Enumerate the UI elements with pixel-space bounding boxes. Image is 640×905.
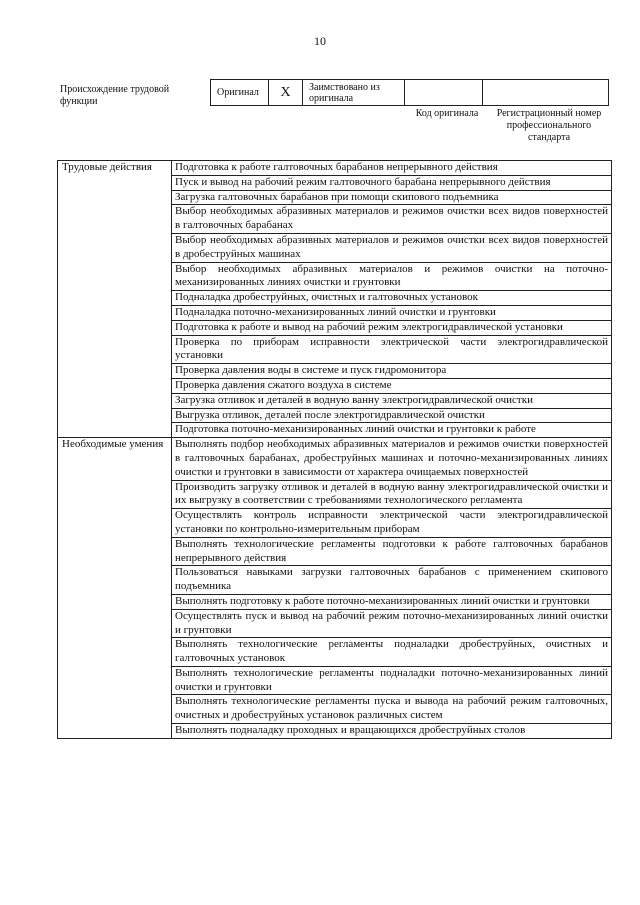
reg-number-caption: Регистрационный номер профессионального стандарта: [496, 108, 602, 143]
section-item: Пуск и вывод на рабочий режим галтовочного барабана непрерывного действия: [172, 175, 612, 190]
borrowed-cell: Заимствовано из оригинала: [303, 80, 405, 106]
section-item: Подготовка к работе и вывод на рабочий режим электрогидравлической установки: [172, 320, 612, 335]
original-cell: Оригинал: [211, 80, 269, 106]
section-item: Проверка давления воды в системе и пуск гидромонитора: [172, 364, 612, 379]
section-item: Выполнять технологические регламенты подналадки дробеструйных, очистных и галтовочных установок: [172, 638, 612, 667]
section-item: Выбор необходимых абразивных материалов и режимов очистки всех видов поверхностей в галтовочных барабанах: [172, 205, 612, 234]
section-item: Производить загрузку отливок и деталей в водную ванну электрогидравлической очистки и их выгрузку в соответствии с требованиями технологического регламента: [172, 480, 612, 509]
code-cell: [405, 80, 483, 106]
table-row: [58, 438, 612, 480]
section-item: Выгрузка отливок, деталей после электрогидравлической очистки: [172, 408, 612, 423]
original-mark: X: [269, 80, 303, 106]
section-item: Осуществлять контроль исправности электрической части электрогидравлической установки по контрольно-измерительным приборам: [172, 509, 612, 538]
section-item: Выполнять технологические регламенты подналадки поточно-механизированных линий очистки и грунтовки: [172, 666, 612, 695]
origin-table: [210, 79, 609, 106]
section-item: Проверка по приборам исправности электрической части электрогидравлической установки: [172, 335, 612, 364]
section-title: Трудовые действия: [58, 161, 172, 438]
section-item: Выполнять технологические регламенты подготовки к работе галтовочных барабанов непрерывного действия: [172, 537, 612, 566]
table-row: [58, 161, 612, 176]
section-item: Выполнять подготовку к работе поточно-механизированных линий очистки и грунтовки: [172, 594, 612, 609]
section-item: Выполнять подналадку проходных и вращающихся дробеструйных столов: [172, 724, 612, 739]
section-title: Необходимые умения: [58, 438, 172, 739]
section-item: Проверка давления сжатого воздуха в системе: [172, 378, 612, 393]
section-item: Загрузка отливок и деталей в водную ванну электрогидравлической очистки: [172, 393, 612, 408]
section-item: Подготовка поточно-механизированных линий очистки и грунтовки к работе: [172, 423, 612, 438]
section-item: Осуществлять пуск и вывод на рабочий режим поточно-механизированных линий очистки и грунтовки: [172, 609, 612, 638]
code-caption: Код оригинала: [415, 108, 479, 119]
page-number: 10: [314, 34, 326, 48]
section-item: Подналадка дробеструйных, очистных и галтовочных установок: [172, 291, 612, 306]
reg-number-cell: [483, 80, 609, 106]
section-item: Выполнять подбор необходимых абразивных материалов и режимов очистки поверхностей в галтовочных барабанах, дробеструйных машинах и поточно-механизированных линиях очистки и грунтовки в зависимости от характера очищаемых поверхностей: [172, 438, 612, 480]
section-item: Пользоваться навыками загрузки галтовочных барабанов с применением скипового подъемника: [172, 566, 612, 595]
section-item: Выбор необходимых абразивных материалов и режимов очистки всех видов поверхностей в дробеструйных машинах: [172, 233, 612, 262]
section-item: Выбор необходимых абразивных материалов и режимов очистки на поточно-механизированных линиях очистки и грунтовки: [172, 262, 612, 291]
functions-table: [57, 160, 612, 739]
section-item: Выполнять технологические регламенты пуска и вывода на рабочий режим галтовочных, очистных и дробеструйных установок различных систем: [172, 695, 612, 724]
section-item: Загрузка галтовочных барабанов при помощи скипового подъемника: [172, 190, 612, 205]
section-item: Подналадка поточно-механизированных линий очистки и грунтовки: [172, 305, 612, 320]
origin-label: Происхождение трудовой функции: [60, 84, 170, 107]
section-item: Подготовка к работе галтовочных барабанов непрерывного действия: [172, 161, 612, 176]
